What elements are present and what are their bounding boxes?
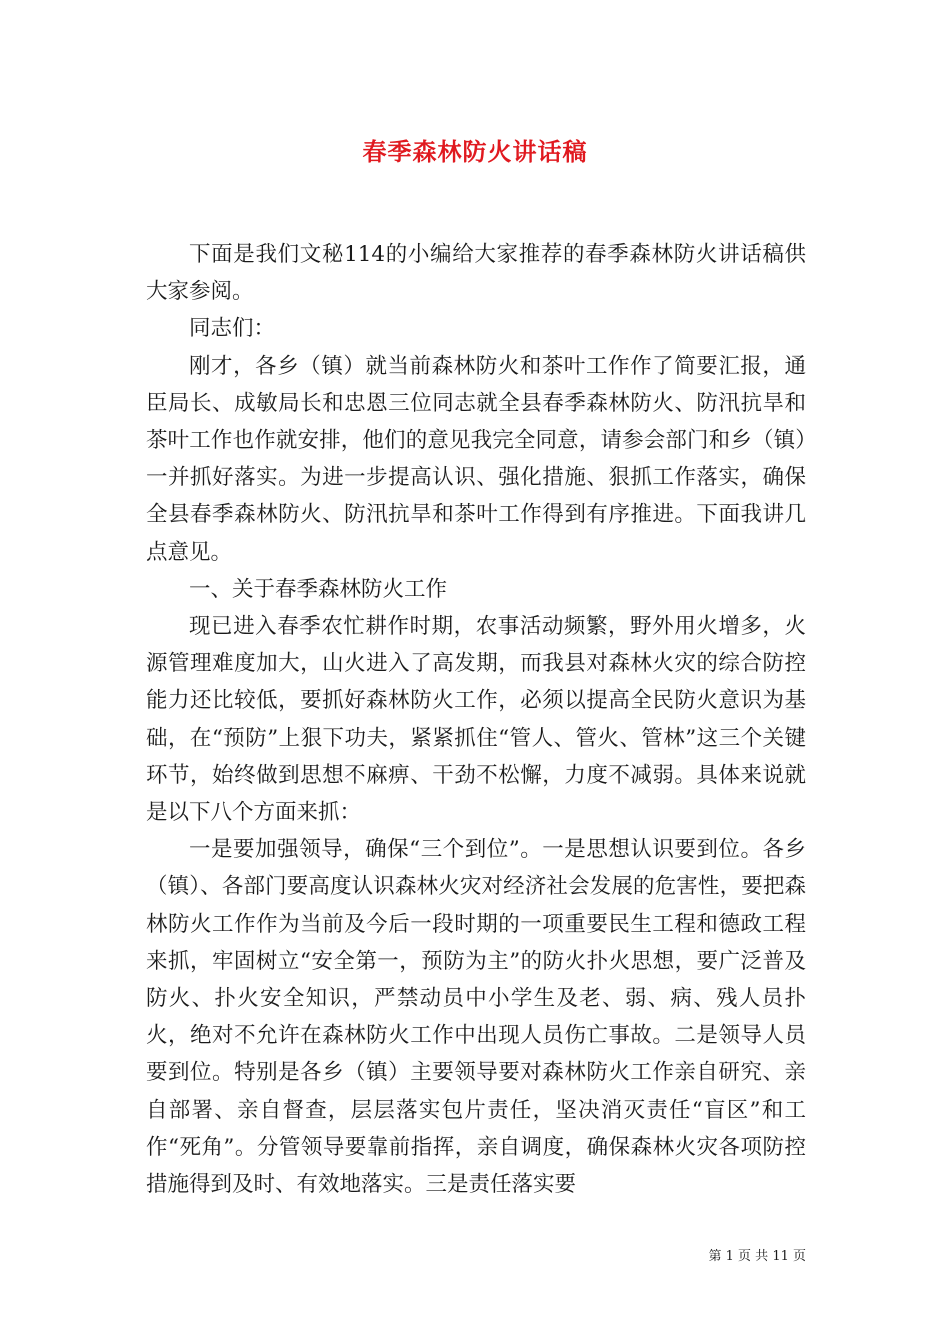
page-number: 第 1 页 共 11 页 xyxy=(708,1249,806,1264)
paragraph-context: 现已进入春季农忙耕作时期，农事活动频繁，野外用火增多，火源管理难度加大，山火进入了高发期，而我县对森林火灾的综合防控能力还比较低，要抓好森林防火工作，必须以提高全民防火意识为基础，在“预防”上狠下功夫，紧紧抓住“管人、管火、管林”这三个关键环节，始终做到思想不麻痹、干劲不松懈，力度不减弱。具体来说就是以下八个方面来抓： xyxy=(146,614,806,826)
paragraph-point-one: 一是要加强领导，确保“三个到位”。一是思想认识要到位。各乡（镇）、各部门要高度认识森林火灾对经济社会发展的危害性，要把森林防火工作作为当前及今后一段时期的一项重要民生工程和德政工程来抓，牢固树立“安全第一，预防为主”的防火扑火思想，要广泛普及防火、扑火安全知识，严禁动员中小学生及老、弱、病、残人员扑火，绝对不允许在森林防火工作中出现人员伤亡事故。二是领导人员要到位。特别是各乡（镇）主要领导要对森林防火工作亲自研究、亲自部署、亲自督查，层层落实包片责任，坚决消灭责任“盲区”和工作“死角”。分管领导要靠前指挥，亲自调度，确保森林火灾各项防控措施得到及时、有效地落实。三是责任落实要 xyxy=(146,837,806,1198)
document-body xyxy=(146,236,806,1203)
section-heading: 一、关于春季森林防火工作 xyxy=(189,576,448,602)
document-title: 春季森林防火讲话稿 xyxy=(362,137,588,166)
paragraph-opening: 刚才，各乡（镇）就当前森林防火和茶叶工作作了简要汇报，通臣局长、成敏局长和忠恩三位同志就全县春季森林防火、防汛抗旱和茶叶工作也作就安排，他们的意见我完全同意，请参会部门和乡（镇）一并抓好落实。为进一步提高认识、强化措施、狠抓工作落实，确保全县春季森林防火、防汛抗旱和茶叶工作得到有序推进。下面我讲几点意见。 xyxy=(146,353,806,565)
paragraph-salutation: 同志们： xyxy=(189,316,276,342)
paragraph-intro: 下面是我们文秘114的小编给大家推荐的春季森林防火讲话稿供大家参阅。 xyxy=(146,242,806,305)
